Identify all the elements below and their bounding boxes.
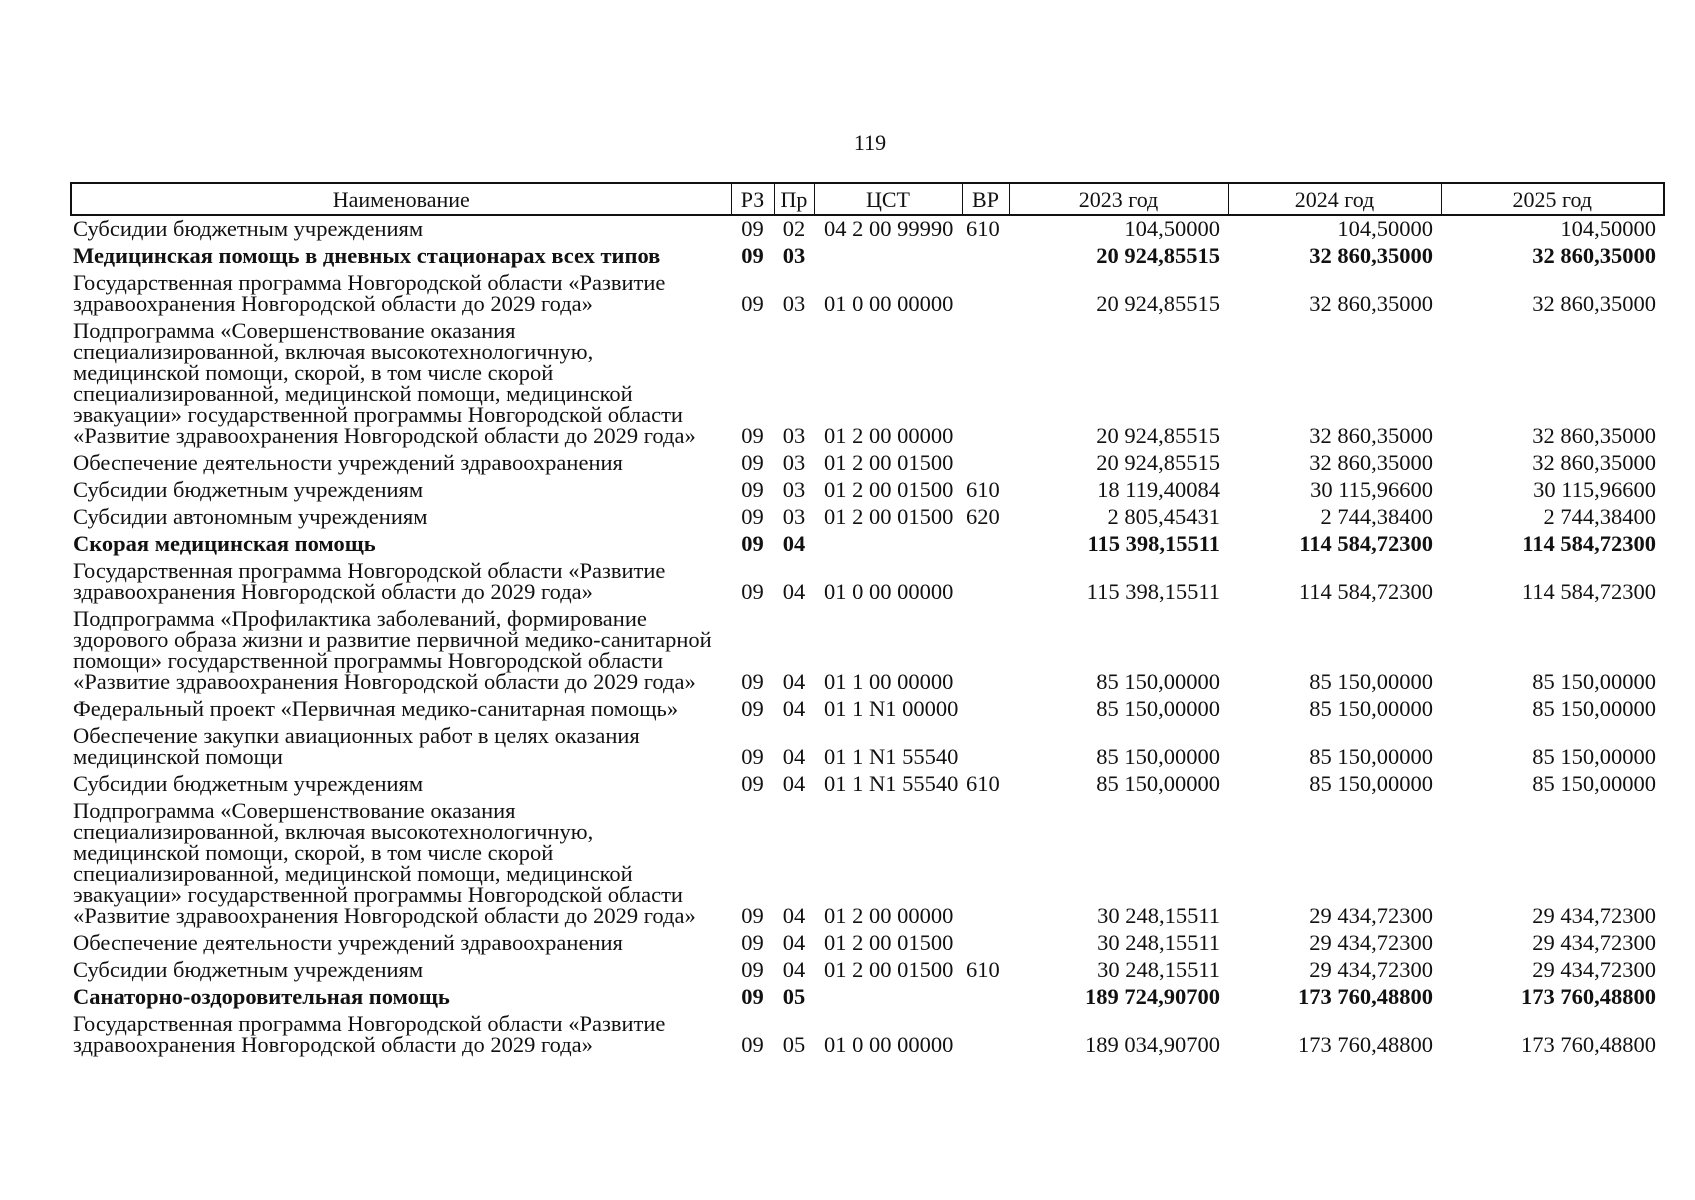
cell-rz: 09 xyxy=(741,669,764,694)
cell-pr: 04 xyxy=(782,744,806,769)
cell-2025: 29 434,72300 xyxy=(1532,957,1656,982)
cell-2024: 32 860,35000 xyxy=(1309,450,1433,475)
cell-2025: 114 584,72300 xyxy=(1521,579,1656,604)
table-row xyxy=(71,318,1664,450)
cell-2025: 32 860,35000 xyxy=(1532,291,1656,316)
cell-name: Подпрограмма «Совершенствование оказания специализированной, включая высокотехнологичную, медицинской помощи, скорой, в том числе скорой специализированной, медицинской помощи, медицинской эвакуации» государственной программы Новгородской области «Развитие здравоохранения Новгородской области до 2029 года» xyxy=(73,318,696,448)
cell-2024: 29 434,72300 xyxy=(1309,957,1433,982)
cell-2023: 85 150,00000 xyxy=(1096,771,1220,796)
cell-name: Государственная программа Новгородской области «Развитие здравоохранения Новгородской области до 2029 года» xyxy=(73,558,666,604)
cell-2024: 85 150,00000 xyxy=(1309,771,1433,796)
cell-vr xyxy=(962,606,1009,696)
cell-2024: 114 584,72300 xyxy=(1298,579,1433,604)
cell-name: Субсидии бюджетным учреждениям xyxy=(73,957,424,982)
cell-2024: 30 115,96600 xyxy=(1310,477,1433,502)
cell-name: Государственная программа Новгородской области «Развитие здравоохранения Новгородской области до 2029 года» xyxy=(73,1011,666,1057)
cell-pr: 04 xyxy=(782,903,806,928)
cell-rz: 09 xyxy=(741,957,764,982)
cell-cst: 01 1 00 00000 xyxy=(824,669,954,694)
cell-pr: 03 xyxy=(782,423,806,448)
cell-name: Медицинская помощь в дневных стационарах всех типов xyxy=(73,243,661,268)
table-row xyxy=(71,930,1664,957)
table-row xyxy=(71,558,1664,606)
table-row xyxy=(71,504,1664,531)
cell-2023: 115 398,15511 xyxy=(1086,579,1220,604)
cell-rz: 09 xyxy=(741,771,764,796)
cell-name: Субсидии бюджетным учреждениям xyxy=(73,216,424,241)
cell-2024: 2 744,38400 xyxy=(1320,504,1433,529)
cell-pr: 05 xyxy=(782,984,806,1009)
cell-2023: 20 924,85515 xyxy=(1096,423,1220,448)
cell-pr: 04 xyxy=(782,669,806,694)
table-row xyxy=(71,771,1664,798)
cell-2025: 85 150,00000 xyxy=(1532,744,1656,769)
table-row xyxy=(71,270,1664,318)
cell-2023: 85 150,00000 xyxy=(1096,696,1220,721)
cell-cst: 01 2 00 01500 xyxy=(824,930,954,955)
cell-2023: 20 924,85515 xyxy=(1096,450,1220,475)
cell-cst: 01 1 N1 00000 xyxy=(824,696,959,721)
cell-rz: 09 xyxy=(741,744,764,769)
cell-2025: 2 744,38400 xyxy=(1543,504,1656,529)
table-section-row xyxy=(71,531,1664,558)
cell-2024: 29 434,72300 xyxy=(1309,903,1433,928)
cell-cst: 01 1 N1 55540 xyxy=(824,744,959,769)
cell-cst xyxy=(814,531,962,558)
column-header-name: Наименование xyxy=(71,183,731,215)
column-header-2025: 2025 год xyxy=(1441,183,1664,215)
budget-table xyxy=(70,182,1665,1059)
table-row xyxy=(71,215,1664,243)
cell-2023: 20 924,85515 xyxy=(1096,243,1220,268)
cell-cst: 01 2 00 00000 xyxy=(824,903,954,928)
cell-vr xyxy=(962,984,1009,1011)
cell-name: Санаторно-оздоровительная помощь xyxy=(73,984,450,1009)
table-header-row xyxy=(71,183,1664,215)
cell-vr: 610 xyxy=(966,771,1000,796)
cell-vr xyxy=(962,723,1009,771)
table-body xyxy=(71,215,1664,1059)
cell-name: Обеспечение деятельности учреждений здравоохранения xyxy=(73,930,623,955)
cell-cst: 01 0 00 00000 xyxy=(824,1032,954,1057)
cell-pr: 04 xyxy=(782,771,806,796)
cell-vr xyxy=(962,318,1009,450)
cell-pr: 03 xyxy=(782,243,806,268)
cell-2025: 85 150,00000 xyxy=(1532,696,1656,721)
cell-2023: 30 248,15511 xyxy=(1097,930,1220,955)
cell-vr xyxy=(962,531,1009,558)
cell-vr xyxy=(962,243,1009,270)
cell-cst: 04 2 00 99990 xyxy=(824,216,954,241)
cell-cst xyxy=(814,984,962,1011)
cell-vr: 610 xyxy=(966,216,1000,241)
cell-cst: 01 1 N1 55540 xyxy=(824,771,959,796)
cell-2025: 30 115,96600 xyxy=(1533,477,1656,502)
cell-rz: 09 xyxy=(741,216,764,241)
cell-2023: 30 248,15511 xyxy=(1097,957,1220,982)
cell-name: Подпрограмма «Совершенствование оказания специализированной, включая высокотехнологичную, медицинской помощи, скорой, в том числе скорой специализированной, медицинской помощи, медицинской эвакуации» государственной программы Новгородской области «Развитие здравоохранения Новгородской области до 2029 года» xyxy=(73,798,696,928)
cell-rz: 09 xyxy=(741,903,764,928)
cell-2025: 32 860,35000 xyxy=(1532,450,1656,475)
cell-2023: 30 248,15511 xyxy=(1097,903,1220,928)
cell-rz: 09 xyxy=(741,579,764,604)
cell-pr: 03 xyxy=(782,291,806,316)
cell-pr: 04 xyxy=(782,930,806,955)
cell-name: Обеспечение закупки авиационных работ в целях оказания медицинской помощи xyxy=(73,723,640,769)
cell-2023: 85 150,00000 xyxy=(1096,669,1220,694)
cell-2025: 29 434,72300 xyxy=(1532,903,1656,928)
cell-vr: 610 xyxy=(966,477,1000,502)
table-row xyxy=(71,723,1664,771)
cell-2024: 104,50000 xyxy=(1337,216,1433,241)
cell-2025: 32 860,35000 xyxy=(1532,243,1656,268)
cell-name: Обеспечение деятельности учреждений здравоохранения xyxy=(73,450,623,475)
cell-pr: 04 xyxy=(782,579,806,604)
cell-pr: 05 xyxy=(782,1032,806,1057)
cell-cst: 01 0 00 00000 xyxy=(824,291,954,316)
cell-vr xyxy=(962,450,1009,477)
cell-vr xyxy=(962,1011,1009,1059)
cell-2025: 173 760,48800 xyxy=(1521,984,1656,1009)
cell-2024: 85 150,00000 xyxy=(1309,744,1433,769)
column-header-rz: РЗ xyxy=(731,183,774,215)
cell-rz: 09 xyxy=(741,984,764,1009)
cell-name: Субсидии бюджетным учреждениям xyxy=(73,771,424,796)
cell-rz: 09 xyxy=(741,477,764,502)
cell-pr: 04 xyxy=(782,696,806,721)
cell-name: Государственная программа Новгородской области «Развитие здравоохранения Новгородской области до 2029 года» xyxy=(73,270,666,316)
table-section-row xyxy=(71,984,1664,1011)
cell-cst xyxy=(814,243,962,270)
cell-2024: 32 860,35000 xyxy=(1309,291,1433,316)
cell-cst: 01 2 00 01500 xyxy=(824,477,954,502)
page-number: 119 xyxy=(853,130,887,155)
cell-pr: 04 xyxy=(782,957,806,982)
cell-2024: 85 150,00000 xyxy=(1309,696,1433,721)
cell-2025: 114 584,72300 xyxy=(1522,531,1656,556)
table-row xyxy=(71,696,1664,723)
cell-2023: 189 034,90700 xyxy=(1085,1032,1220,1057)
cell-rz: 09 xyxy=(741,930,764,955)
cell-2023: 18 119,40084 xyxy=(1097,477,1220,502)
cell-vr: 610 xyxy=(966,957,1000,982)
cell-name: Субсидии автономным учреждениям xyxy=(73,504,428,529)
cell-name: Федеральный проект «Первичная медико-санитарная помощь» xyxy=(73,696,679,721)
column-header-2024: 2024 год xyxy=(1228,183,1441,215)
cell-rz: 09 xyxy=(741,531,764,556)
column-header-vr: ВР xyxy=(962,183,1009,215)
cell-2025: 85 150,00000 xyxy=(1532,669,1656,694)
cell-pr: 03 xyxy=(782,504,806,529)
cell-vr xyxy=(962,270,1009,318)
table-row xyxy=(71,477,1664,504)
cell-2024: 32 860,35000 xyxy=(1309,423,1433,448)
cell-cst: 01 0 00 00000 xyxy=(824,579,954,604)
cell-2024: 32 860,35000 xyxy=(1309,243,1433,268)
cell-2024: 173 760,48800 xyxy=(1298,1032,1433,1057)
cell-cst: 01 2 00 01500 xyxy=(824,957,954,982)
cell-vr xyxy=(962,558,1009,606)
cell-rz: 09 xyxy=(741,423,764,448)
cell-2024: 173 760,48800 xyxy=(1298,984,1433,1009)
cell-2023: 115 398,15511 xyxy=(1087,531,1220,556)
cell-pr: 04 xyxy=(782,531,806,556)
cell-name: Подпрограмма «Профилактика заболеваний, формирование здорового образа жизни и развитие первичной медико-санитарной помощи» государственной программы Новгородской области «Развитие здравоохранения Новгородской области до 2029 года» xyxy=(73,606,712,694)
cell-cst: 01 2 00 00000 xyxy=(824,423,954,448)
column-header-cst: ЦСТ xyxy=(814,183,962,215)
column-header-2023: 2023 год xyxy=(1009,183,1228,215)
cell-2023: 85 150,00000 xyxy=(1096,744,1220,769)
cell-2023: 2 805,45431 xyxy=(1107,504,1220,529)
table-row xyxy=(71,450,1664,477)
column-header-pr: Пр xyxy=(774,183,814,215)
cell-vr xyxy=(962,798,1009,930)
cell-cst: 01 2 00 01500 xyxy=(824,504,954,529)
cell-2023: 20 924,85515 xyxy=(1096,291,1220,316)
cell-vr xyxy=(962,930,1009,957)
cell-pr: 02 xyxy=(782,216,806,241)
cell-2023: 104,50000 xyxy=(1124,216,1220,241)
cell-2024: 29 434,72300 xyxy=(1309,930,1433,955)
cell-rz: 09 xyxy=(741,696,764,721)
cell-2025: 104,50000 xyxy=(1560,216,1656,241)
cell-rz: 09 xyxy=(741,450,764,475)
cell-rz: 09 xyxy=(741,504,764,529)
table-row xyxy=(71,1011,1664,1059)
cell-rz: 09 xyxy=(741,291,764,316)
cell-2024: 85 150,00000 xyxy=(1309,669,1433,694)
cell-rz: 09 xyxy=(741,1032,764,1057)
cell-rz: 09 xyxy=(741,243,764,268)
cell-vr: 620 xyxy=(966,504,1000,529)
cell-2025: 85 150,00000 xyxy=(1532,771,1656,796)
cell-2025: 173 760,48800 xyxy=(1521,1032,1656,1057)
table-row xyxy=(71,957,1664,984)
table-section-row xyxy=(71,243,1664,270)
cell-2025: 29 434,72300 xyxy=(1532,930,1656,955)
table-row xyxy=(71,798,1664,930)
cell-2023: 189 724,90700 xyxy=(1085,984,1220,1009)
cell-2025: 32 860,35000 xyxy=(1532,423,1656,448)
cell-2024: 114 584,72300 xyxy=(1299,531,1433,556)
cell-pr: 03 xyxy=(782,450,806,475)
cell-cst: 01 2 00 01500 xyxy=(824,450,954,475)
cell-name: Скорая медицинская помощь xyxy=(73,531,376,556)
cell-name: Субсидии бюджетным учреждениям xyxy=(73,477,424,502)
cell-pr: 03 xyxy=(782,477,806,502)
cell-vr xyxy=(962,696,1009,723)
table-row xyxy=(71,606,1664,696)
